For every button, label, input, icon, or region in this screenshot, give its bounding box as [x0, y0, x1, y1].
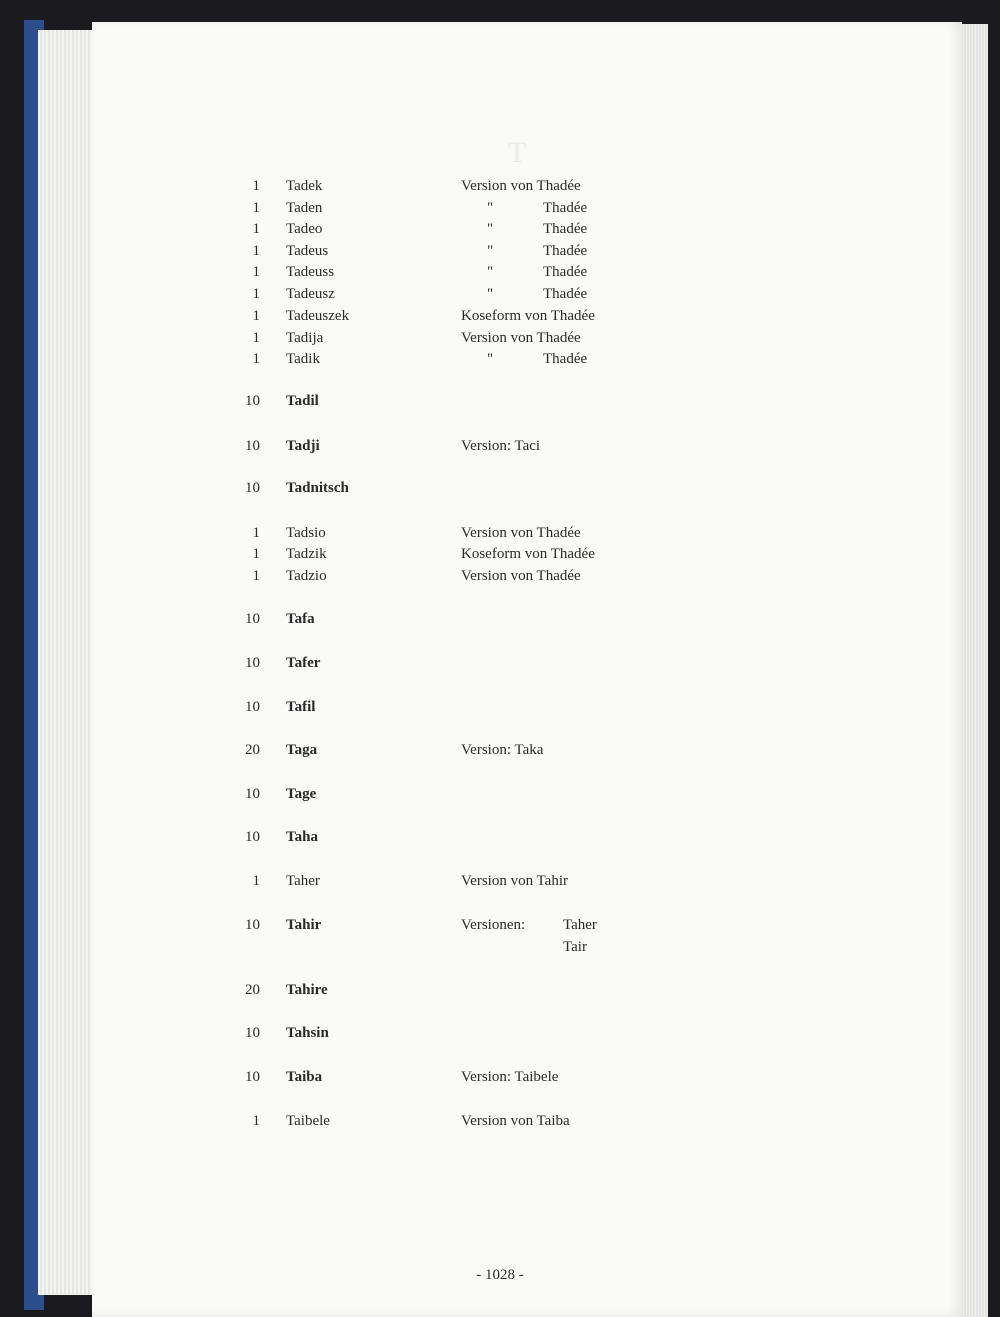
ditto-mark: " — [487, 200, 494, 216]
entry-description: Thadée — [543, 286, 588, 302]
list-item — [0, 178, 1000, 200]
entry-description: Thadée — [543, 243, 588, 259]
list-item — [0, 786, 1000, 808]
entry-name: Tafil — [286, 699, 316, 715]
entry-description: Thadée — [543, 264, 588, 280]
entry-name: Tadeuss — [286, 264, 335, 280]
page-number: - 1028 - — [476, 1267, 524, 1283]
entry-count: 10 — [245, 829, 260, 845]
entry-description: Version von Thadée — [461, 525, 581, 541]
list-item — [0, 438, 1000, 460]
entry-count: 1 — [252, 286, 260, 302]
entry-name: Taga — [286, 742, 318, 758]
list-item — [0, 1069, 1000, 1091]
list-item — [0, 330, 1000, 352]
entry-description: Thadée — [543, 221, 588, 237]
list-item — [0, 568, 1000, 590]
entry-description: Version von Thadée — [461, 330, 581, 346]
list-item — [0, 286, 1000, 308]
entry-name: Tahsin — [286, 1025, 329, 1041]
list-item — [0, 480, 1000, 502]
list-item — [0, 611, 1000, 633]
entry-name: Tadzio — [286, 568, 327, 584]
entry-count: 10 — [245, 1025, 260, 1041]
ditto-mark: " — [487, 351, 494, 367]
entry-description: Version von Tahir — [461, 873, 568, 889]
list-item — [0, 308, 1000, 330]
entry-description: Version von Taiba — [461, 1113, 570, 1129]
list-item — [0, 655, 1000, 677]
list-item — [0, 393, 1000, 415]
entry-description: Koseform von Thadée — [461, 546, 595, 562]
entry-description: Version von Thadée — [461, 178, 581, 194]
list-item — [0, 917, 1000, 939]
entry-count: 10 — [245, 480, 260, 496]
entry-count: 1 — [252, 178, 260, 194]
list-item — [0, 829, 1000, 851]
entry-count: 10 — [245, 786, 260, 802]
entry-name: Tadsio — [286, 525, 326, 541]
entry-count: 1 — [252, 243, 260, 259]
list-item — [0, 221, 1000, 243]
entry-description: Thadée — [543, 351, 588, 367]
list-item — [0, 264, 1000, 286]
entry-count: 1 — [252, 568, 260, 584]
entry-count: 10 — [245, 1069, 260, 1085]
entry-name: Tadji — [286, 438, 320, 454]
entry-name: Tage — [286, 786, 317, 802]
entry-name: Taiba — [286, 1069, 323, 1085]
list-item — [0, 699, 1000, 721]
entry-name: Taher — [286, 873, 320, 889]
entry-count: 1 — [252, 351, 260, 367]
entry-count: 10 — [245, 917, 260, 933]
list-item — [0, 742, 1000, 764]
entry-count: 1 — [252, 264, 260, 280]
entry-count: 1 — [252, 330, 260, 346]
list-item — [0, 873, 1000, 895]
entry-description: Version von Thadée — [461, 568, 581, 584]
entry-name: Taibele — [286, 1113, 330, 1129]
entry-name: Tadik — [286, 351, 320, 367]
ditto-mark: " — [487, 286, 494, 302]
entry-count: 10 — [245, 393, 260, 409]
entry-count: 10 — [245, 655, 260, 671]
entry-description: Koseform von Thadée — [461, 308, 595, 324]
entry-name: Tadeuszek — [286, 308, 350, 324]
list-item — [0, 939, 1000, 961]
entry-name: Tadnitsch — [286, 480, 349, 496]
entry-version-1: Taher — [563, 917, 597, 933]
entry-count: 1 — [252, 221, 260, 237]
entry-name: Tahir — [286, 917, 322, 933]
list-item — [0, 525, 1000, 547]
entry-name: Taha — [286, 829, 318, 845]
entry-count: 1 — [252, 1113, 260, 1129]
list-item — [0, 1113, 1000, 1135]
entry-name: Tadeusz — [286, 286, 335, 302]
entry-count: 1 — [252, 200, 260, 216]
list-item — [0, 546, 1000, 568]
list-item — [0, 243, 1000, 265]
entry-count: 10 — [245, 611, 260, 627]
entry-count: 1 — [252, 525, 260, 541]
entry-description: Thadée — [543, 200, 588, 216]
entry-count: 1 — [252, 546, 260, 562]
list-item — [0, 200, 1000, 222]
entry-name: Taden — [286, 200, 323, 216]
show-through-letter: T — [508, 136, 527, 169]
entry-name: Tadil — [286, 393, 319, 409]
entry-count: 1 — [252, 308, 260, 324]
entry-name: Tadzik — [286, 546, 327, 562]
list-item — [0, 351, 1000, 373]
entry-description: Version: Taci — [461, 438, 541, 454]
entry-count: 10 — [245, 438, 260, 454]
entry-name: Tadek — [286, 178, 323, 194]
entry-name: Tafer — [286, 655, 321, 671]
entry-name: Tahire — [286, 982, 328, 998]
entry-name: Tafa — [286, 611, 315, 627]
entry-description: Version: Taibele — [461, 1069, 559, 1085]
entry-count: 1 — [252, 873, 260, 889]
entry-description: Version: Taka — [461, 742, 544, 758]
entry-count: 20 — [245, 742, 260, 758]
ditto-mark: " — [487, 264, 494, 280]
entry-count: 20 — [245, 982, 260, 998]
list-item — [0, 982, 1000, 1004]
list-item — [0, 1025, 1000, 1047]
entry-name: Tadija — [286, 330, 324, 346]
entry-version-2: Tair — [563, 939, 587, 955]
ditto-mark: " — [487, 243, 494, 259]
entry-count: 10 — [245, 699, 260, 715]
entry-description: Versionen: — [461, 917, 526, 933]
entry-name: Tadeo — [286, 221, 323, 237]
entry-name: Tadeus — [286, 243, 329, 259]
ditto-mark: " — [487, 221, 494, 237]
